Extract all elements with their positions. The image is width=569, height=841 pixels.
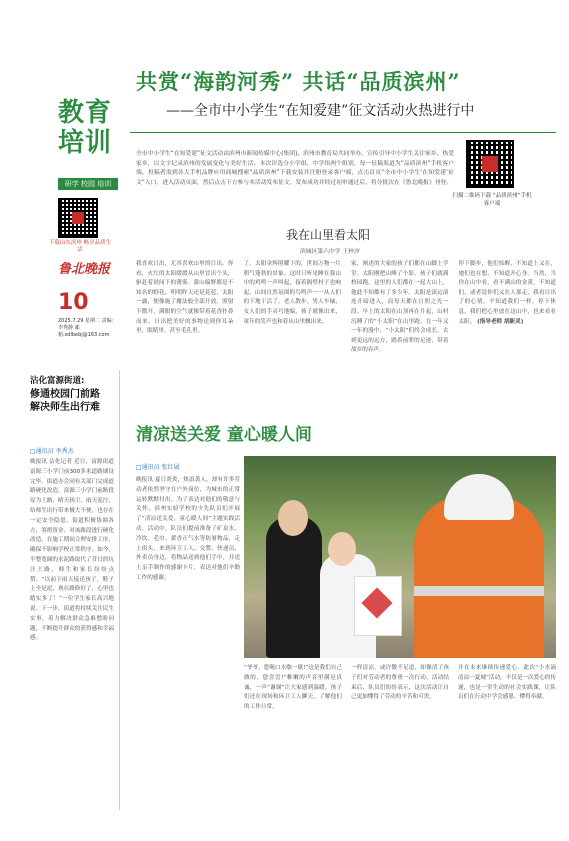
- article-column: “爷爷，您喝口水歇一歇!”这是我们自己做的，您尝尝!”稚嫩的声音里满是真诚，一声“谢谢”让大家感到温暖。孩子们还在现场和环卫工人聊天，了解他们的工作日常。: [244, 665, 342, 711]
- page-number: 10: [58, 290, 89, 315]
- essay-author: 滨城区第六中学 王梓汐: [300, 249, 360, 255]
- essay-body: [136, 260, 556, 364]
- side-news-kicker: 沾化富源街道:: [30, 376, 85, 386]
- intro-paragraph: 全市中小学生“在知爱建”征文活动由滨州市新闻传媒中心(集团)、滨州市教育局共同举办，宣传引导中小学生关注家乡、热爱家乡，以文字记录滨州的发展变化与美好生活。本次评选分小学组、中学组两个组别，每一征稿渠道为“品质滨州”手机客户端，投稿者需到各大手机品牌应用商城搜索“品质滨州”下载安装并注册登录客户端，点击首页“全市中小学生‘在知爱建’征文”入口，进入活动页面，然后点击下方参与本活动发布征文。发布成功并经过初审通过后，将分批次在《鲁北晚报》刊登。: [136, 151, 454, 186]
- essay-column: [459, 260, 557, 364]
- qr-download-caption: 扫描二维码下载 “品质滨州”手机客户端: [452, 193, 532, 207]
- photo-figure-teacher: [266, 516, 322, 658]
- essay-column: 了。太阳金辉照耀下的，世间万物一片朝气蓬勃的景象。这时只听见睡在我山中的鸡鸣一声叫起，接着隔壁村子也响起，山间自然氛围的鸟鸣声一一从人们的下地干活了。老人散步，男人车轴，女人们的手灵巧地编，孩子就像出来，童年的笑声也和着从山里飘出来。: [243, 261, 341, 325]
- qr-caption: 下载山东滨州 畅享品质生活: [48, 240, 112, 253]
- essay-text: 停下脚步，他们惊醒，不知道上又在，她们也在想，不知道开心身。当然，当你在山中看，看不满山的金黄，不知道们，或者说你们又在人那走，我看日出了的心情，不知道我们一样，停下休息，我们把心里放在这山中，也来看看太阳。: [458, 261, 556, 325]
- page-date: 2025.7.29 星期二 责编:李秀静 邮箱:sdlbebj@163.com: [58, 318, 114, 338]
- essay-column: 家，阐述的大家的孩子们都在山脚上学堂。太阳刚把山峰了个影，孩子们就满校园跑。这里的人们都在一起大山上，他此不知都有了多少年。太阳是滚远滚连开暗进入，而每天都在日照之光一段。早上的太阳在山顶再在升起，山村沉睡了的“小太阳”在山里跑。在一年又一年的漫中，“小太阳”们终会成长，去到更远的远方，踏着前辈的足迹，带着故乡的吞声。: [351, 261, 449, 354]
- photo-helmet: [444, 474, 514, 520]
- photo-figure-worker: [414, 496, 544, 658]
- side-news-headline: 修通校园门前路 解决师生出行难: [30, 389, 100, 413]
- photo-face: [278, 500, 308, 536]
- section-title: 教育培训: [58, 98, 113, 158]
- article-photo: [244, 456, 556, 658]
- article-columns: [244, 664, 556, 814]
- article-column: 并在未来继续传递爱心。此次“小水滴 清凉一夏城”活动，不仅是一次爱心的传递，也是一堂生动的社会实践课，让队员们在行动中学会感恩、懂得奉献。: [458, 665, 556, 701]
- app-logo-icon: [72, 212, 84, 224]
- main-headline: 共赏“海韵河秀” 共话“品质滨州”: [136, 69, 461, 94]
- header-rule: [130, 132, 556, 133]
- main-subheadline: ——全市中小学生“在知爱建”征文活动火热进行中: [166, 103, 475, 119]
- side-news-body: 晚报讯 沾化记者 近日，富源街道富源三小学门前300多米道路铺设完毕。街道办会同有关部门完成道路硬化改造。富源三小学门前路段原为土路，晴天扬尘、雨天泥泞，给师生出行带来极大不便，也存在一定安全隐患。街道积极协调各方，筹措资金，对该路段进行硬化改造，在施工期间合理安排工序，确保不影响学校正常秩序。如今，平整宽阔的水泥路取代了昔日的坑洼土路，师生和家长纷纷点赞。“以前下雨天接送孩子，鞋子上全是泥，现在路修好了，心里也踏实多了！”一位学生家长高兴地说。下一步，街道将持续关注民生实事，着力解决群众急难愁盼问题，不断提升群众的获得感和幸福感。: [30, 459, 114, 642]
- article-byline: □通讯员 张红展: [136, 464, 180, 471]
- article-headline: 清凉送关爱 童心暖人间: [136, 425, 312, 445]
- essay-column: 我喜欢日出，尤其喜欢山里的日出。你看，火红的太阳缓缓从山里冒出个头，驱赶着晨间下的薄雾。蒲山偏野都是不知名的野花，明明昨天还是花苞，太阳一露，便像施了魔法般全部开放。照射下微开，满眼的空气就像带着花香扑鼻而来，日出把美好的事物送到你耳朵里，眼睛里，甚至毛孔里。: [136, 261, 234, 335]
- photo-reflective-stripe: [414, 586, 544, 596]
- newspaper-logo: 鲁北晚报: [58, 262, 111, 277]
- article-body: 晚报讯 夏日炎炎，热浪袭人，却有许多劳动者依然坚守在户外岗位，为城市的正常运转默默付出。为了表达对他们的敬意与关怀，滨州实验学校的少先队员们开展了“清凉送关爱，童心暖人间”主题实践活动。活动中，队员们提前准备了矿泉水、冷饮、毛巾、藿香正气水等防暑物品，走上街头，来到环卫工人、交警、快递员、外卖员身边，将物品送到他们手中，并送上亲手制作的感谢卡片，表达对他们辛勤工作的感谢。: [136, 477, 240, 581]
- side-news-byline: □通讯员 李秀杰: [30, 448, 74, 455]
- essay-teacher: (指导老师 胡新灵): [477, 318, 524, 325]
- section-subtitle: 研学 校园 培训: [58, 178, 118, 190]
- qr-brand-icon: [482, 156, 498, 172]
- column-divider: [119, 370, 120, 810]
- essay-title: 我在山里看太阳: [286, 228, 371, 242]
- article-column: 一样清凉，或许微不足道，却像清了孩子们对劳动者的尊重一次行动。活动结束后，队员们纷纷表示，这次活动让自己更加懂得了劳动的辛苦和可贵。: [351, 665, 449, 701]
- photo-face: [328, 532, 356, 566]
